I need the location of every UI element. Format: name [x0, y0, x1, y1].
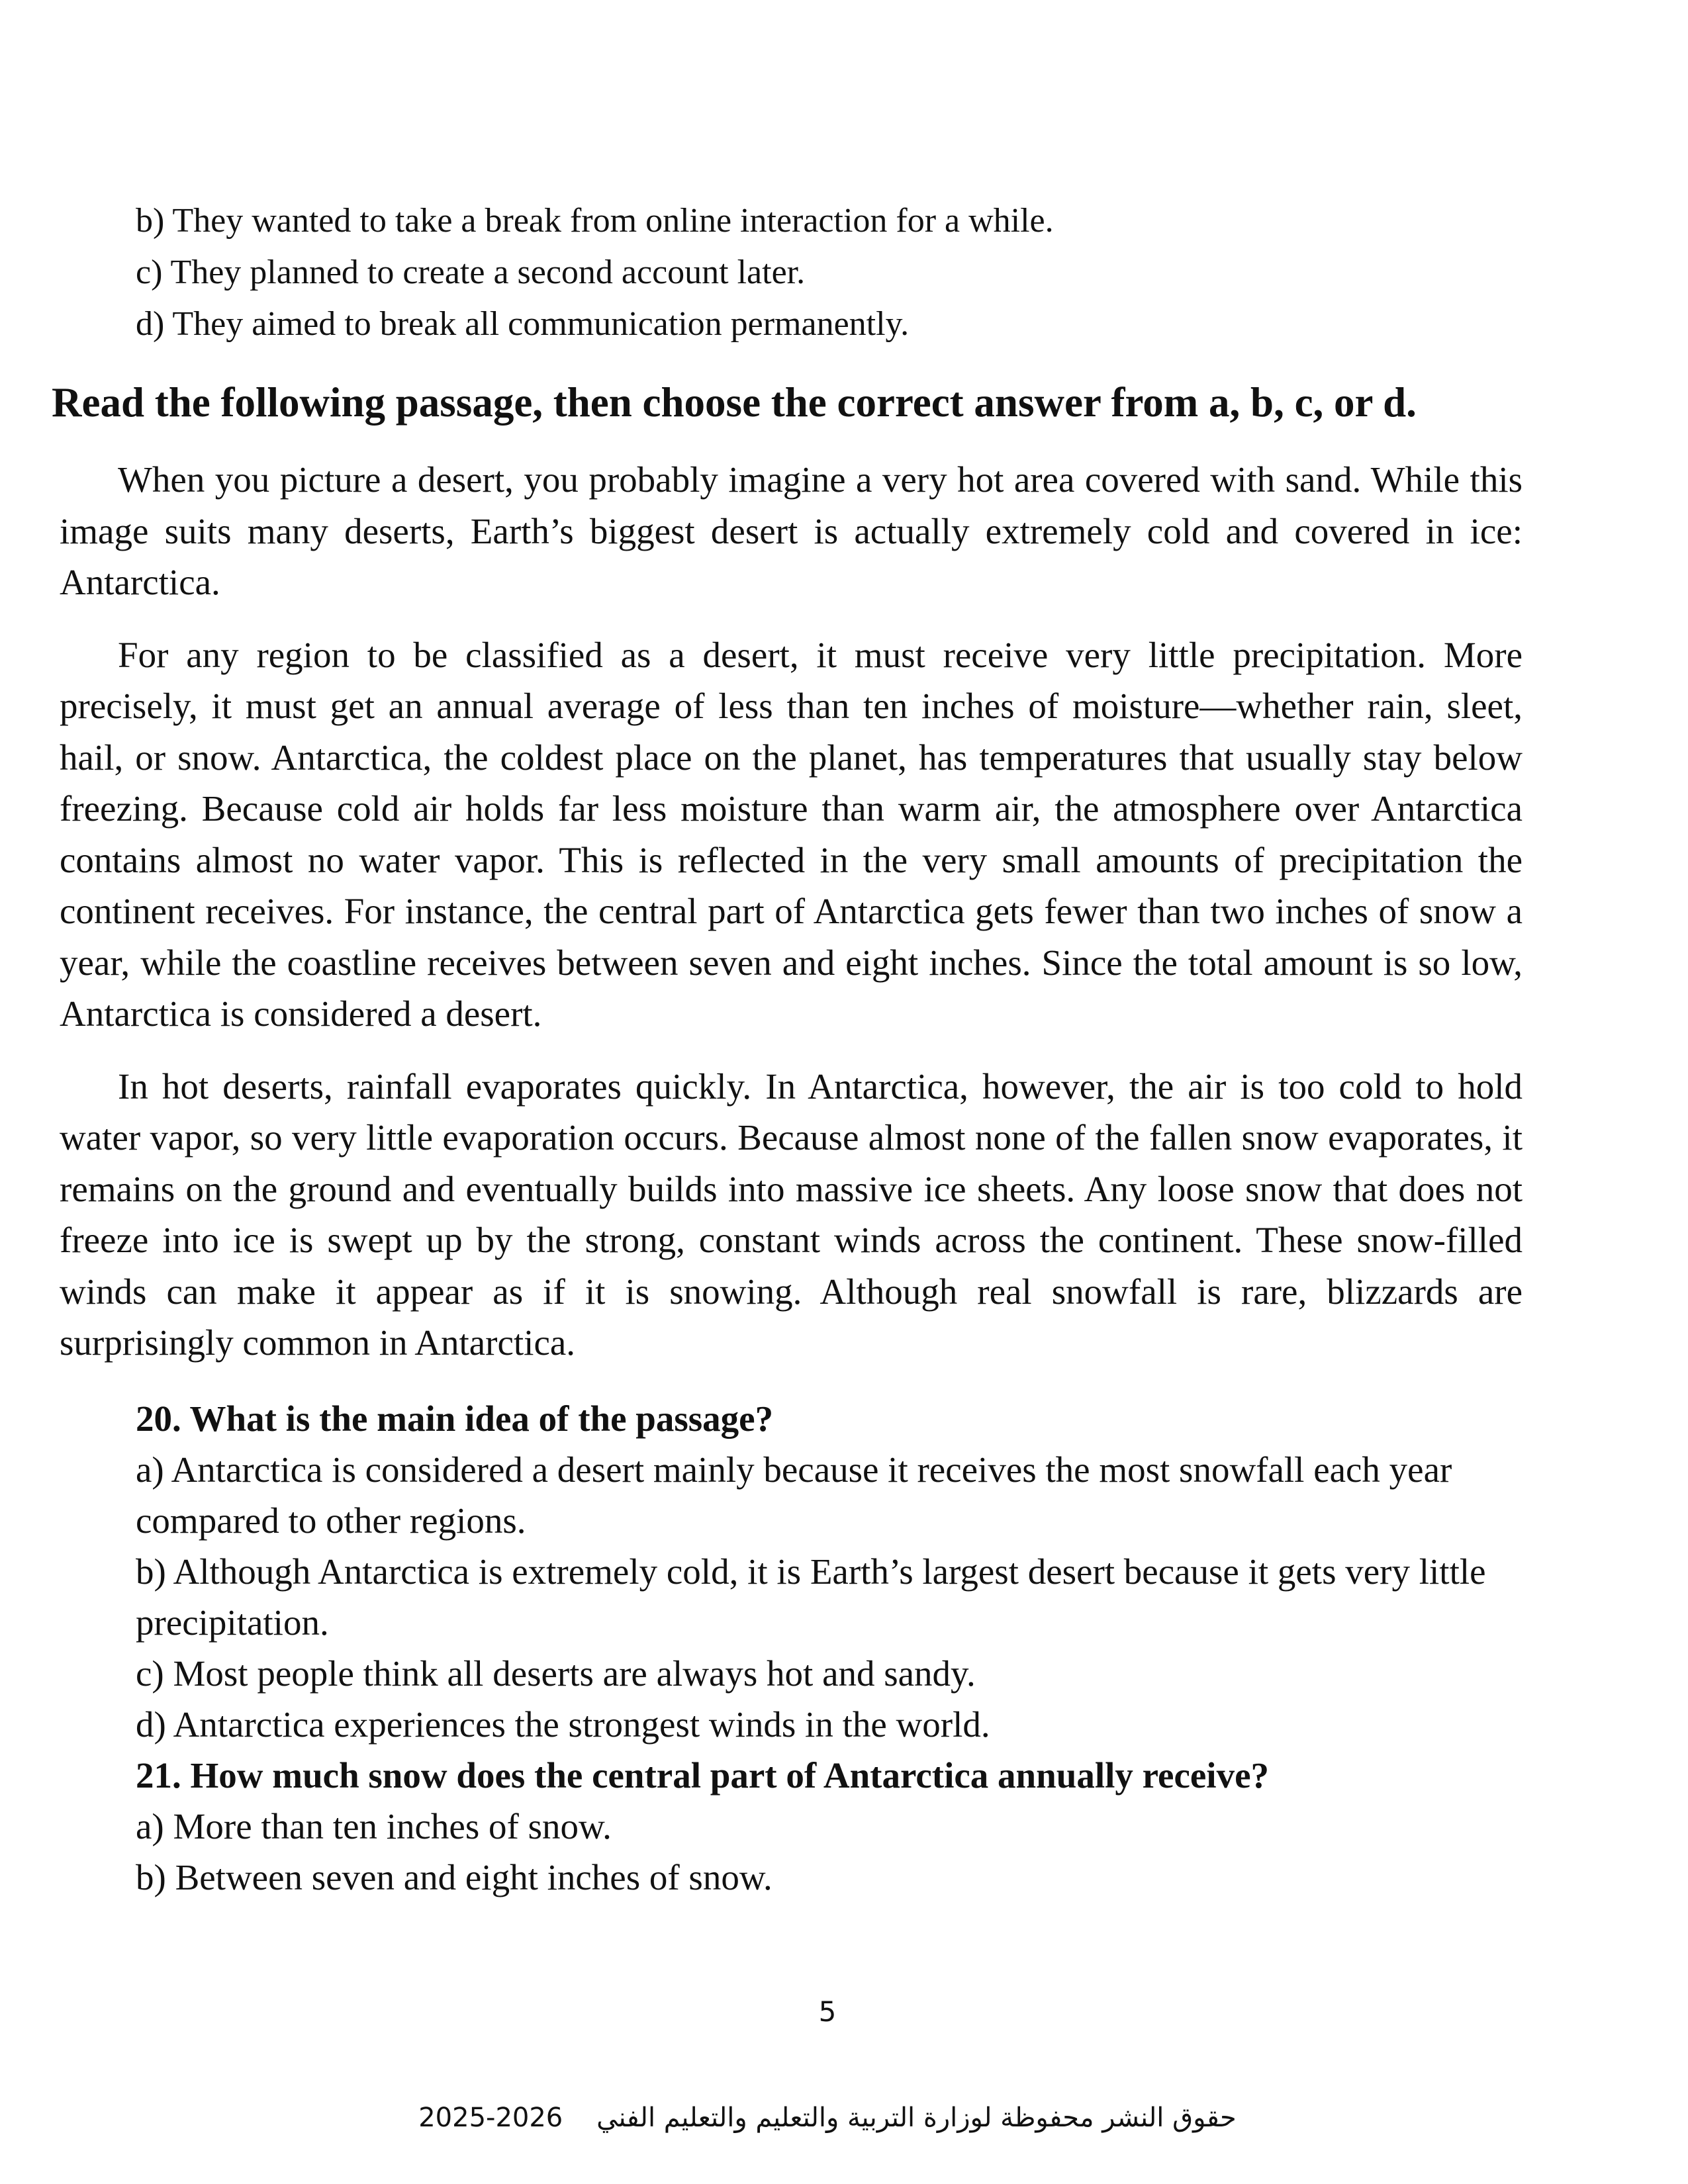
question-20-option-b: b) Although Antarctica is extremely cold, it is Earth’s largest desert because it gets very little precipitation. — [136, 1551, 1486, 1643]
option-b: b) They wanted to take a break from online interaction for a while. — [136, 202, 1054, 240]
passage-paragraph-2: For any region to be classified as a desert, it must receive very little precipitation. More precisely, it must get an annual average of less than ten inches of moisture—whether rain, sleet, hail, or snow. Antarctica, the coldest place on the planet, has temperatures that usually stay below freezing. Because cold air holds far less moisture than warm air, the atmosphere over Antarctica contains almost no water vapor. This is reflected in the very small amounts of precipitation the continent receives. For instance, the central part of Antarctica gets fewer than two inches of snow a year, while the coastline receives between seven and eight inches. Since the total amount is so low, Antarctica is considered a desert. — [60, 634, 1523, 1034]
footer-spacer — [571, 2103, 588, 2133]
option-c: c) They planned to create a second account later. — [136, 253, 806, 291]
question-21-option-b: b) Between seven and eight inches of snow. — [136, 1857, 773, 1897]
question-21-title: 21. How much snow does the central part of Antarctica annually receive? — [136, 1755, 1269, 1796]
page-number: 5 — [818, 1995, 837, 2028]
question-20-option-c: c) Most people think all deserts are always hot and sandy. — [136, 1653, 976, 1694]
question-list — [136, 1393, 1523, 1903]
question-20-option-a: a) Antarctica is considered a desert mainly because it receives the most snowfall each year compared to other regions. — [136, 1449, 1452, 1541]
passage-paragraph-3: In hot deserts, rainfall evaporates quickly. In Antarctica, however, the air is too cold to hold water vapor, so very little evaporation occurs. Because almost none of the fallen snow evaporates, it remains on the ground and eventually builds into massive ice sheets. Any loose snow that does not freeze into ice is swept up by the strong, constant winds across the continent. These snow-filled winds can make it appear as if it is snowing. Although real snowfall is rare, blizzards are surprisingly common in Antarctica. — [60, 1066, 1523, 1363]
passage-paragraph-1: When you picture a desert, you probably imagine a very hot area covered with sand. While this image suits many deserts, Earth’s biggest desert is actually extremely cold and covered in ice: Antarctica. — [60, 459, 1523, 602]
question-20-option-d: d) Antarctica experiences the strongest winds in the world. — [136, 1704, 990, 1745]
section-instruction: Read the following passage, then choose the correct answer from a, b, c, or d. — [52, 379, 1417, 426]
question-20-title: 20. What is the main idea of the passage? — [136, 1398, 774, 1439]
option-d: d) They aimed to break all communication permanently. — [136, 305, 910, 343]
footer-year: 2025-2026 — [418, 2103, 563, 2133]
question-21-option-a: a) More than ten inches of snow. — [136, 1806, 612, 1846]
copyright-footer — [0, 2098, 1655, 2138]
reading-passage — [60, 454, 1523, 1390]
previous-question-options — [136, 195, 1526, 350]
footer-arabic-text: حقوق النشر محفوظة لوزارة التربية والتعليم والتعليم الفني — [596, 2103, 1237, 2133]
